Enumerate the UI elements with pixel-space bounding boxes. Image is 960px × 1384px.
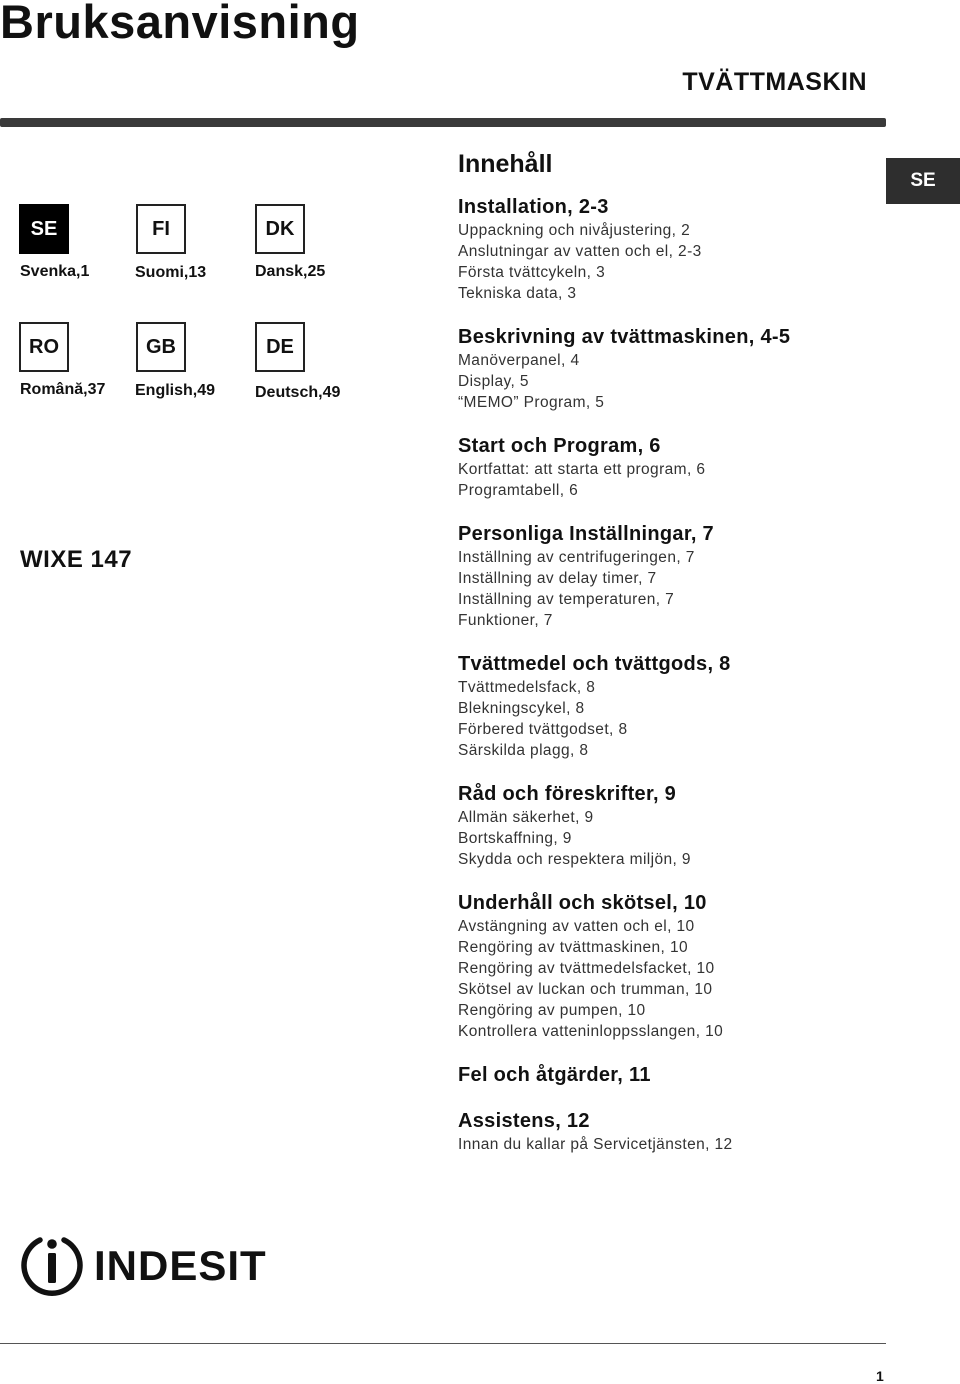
footer-divider (0, 1343, 886, 1344)
table-of-contents (458, 195, 888, 1176)
toc-entry[interactable]: Inställning av delay timer, 7 (458, 570, 657, 587)
toc-entry[interactable]: Skydda och respektera miljön, 9 (458, 851, 691, 868)
lang-code-ro[interactable]: RO (19, 322, 69, 372)
toc-entry[interactable]: Blekningscykel, 8 (458, 700, 585, 717)
toc-entry[interactable]: Inställning av temperaturen, 7 (458, 591, 675, 608)
toc-entry[interactable]: Skötsel av luckan och trumman, 10 (458, 981, 713, 998)
toc-section (458, 1063, 888, 1088)
toc-section-heading[interactable]: Personliga Inställningar, 7 (458, 523, 714, 545)
toc-section (458, 782, 888, 870)
toc-entry[interactable]: Avstängning av vatten och el, 10 (458, 918, 695, 935)
toc-section-heading[interactable]: Start och Program, 6 (458, 435, 661, 457)
language-tab-se: SE (886, 158, 960, 204)
lang-label-fi: Suomi,13 (135, 264, 207, 281)
toc-section (458, 195, 888, 304)
header-divider (0, 118, 886, 127)
toc-entry[interactable]: Kontrollera vatteninloppsslangen, 10 (458, 1023, 724, 1040)
toc-entry[interactable]: Display, 5 (458, 373, 529, 390)
toc-section-heading[interactable]: Råd och föreskrifter, 9 (458, 783, 677, 805)
toc-entry[interactable]: Uppackning och nivåjustering, 2 (458, 222, 691, 239)
toc-section (458, 522, 888, 631)
lang-label-de: Deutsch,49 (255, 384, 341, 401)
toc-entry[interactable]: Tvättmedelsfack, 8 (458, 679, 596, 696)
toc-entry[interactable]: Allmän säkerhet, 9 (458, 809, 594, 826)
lang-code-se[interactable]: SE (19, 204, 69, 254)
toc-section-heading[interactable]: Beskrivning av tvättmaskinen, 4-5 (458, 326, 791, 348)
toc-section-heading[interactable]: Installation, 2-3 (458, 196, 609, 218)
toc-entry[interactable]: Förbered tvättgodset, 8 (458, 721, 628, 738)
toc-section-heading[interactable]: Fel och åtgärder, 11 (458, 1064, 651, 1086)
toc-section (458, 434, 888, 501)
model-number: WIXE 147 (20, 546, 133, 573)
lang-code-de[interactable]: DE (255, 322, 305, 372)
lang-code-gb[interactable]: GB (136, 322, 186, 372)
toc-entry[interactable]: Inställning av centrifugeringen, 7 (458, 549, 695, 566)
toc-entry[interactable]: Rengöring av pumpen, 10 (458, 1002, 646, 1019)
brand-wordmark: INDESIT (94, 1242, 267, 1289)
toc-section (458, 652, 888, 761)
product-type: TVÄTTMASKIN (682, 68, 867, 96)
toc-entry[interactable]: Bortskaffning, 9 (458, 830, 572, 847)
toc-section-heading[interactable]: Assistens, 12 (458, 1110, 590, 1132)
lang-code-dk[interactable]: DK (255, 204, 305, 254)
toc-entry[interactable]: “MEMO” Program, 5 (458, 394, 605, 411)
toc-entry[interactable]: Särskilda plagg, 8 (458, 742, 589, 759)
toc-section-heading[interactable]: Tvättmedel och tvättgods, 8 (458, 653, 731, 675)
lang-label-gb: English,49 (135, 382, 216, 399)
lang-label-dk: Dansk,25 (255, 263, 326, 280)
toc-entry[interactable]: Rengöring av tvättmedelsfacket, 10 (458, 960, 715, 977)
toc-section (458, 1109, 888, 1155)
toc-section (458, 891, 888, 1042)
toc-entry[interactable]: Innan du kallar på Servicetjänsten, 12 (458, 1136, 733, 1153)
lang-label-ro: Română,37 (20, 381, 106, 398)
toc-entry[interactable]: Rengöring av tvättmaskinen, 10 (458, 939, 688, 956)
toc-entry[interactable]: Kortfattat: att starta ett program, 6 (458, 461, 706, 478)
page-title: Bruksanvisning (0, 0, 360, 48)
toc-section (458, 325, 888, 413)
toc-entry[interactable]: Första tvättcykeln, 3 (458, 264, 606, 281)
toc-entry[interactable]: Tekniska data, 3 (458, 285, 577, 302)
lang-label-se: Svenka,1 (20, 263, 90, 280)
toc-entry[interactable]: Programtabell, 6 (458, 482, 579, 499)
page-number: 1 (876, 1368, 884, 1384)
brand-logo (20, 1232, 270, 1298)
toc-section-heading[interactable]: Underhåll och skötsel, 10 (458, 892, 707, 914)
lang-code-fi[interactable]: FI (136, 204, 186, 254)
toc-entry[interactable]: Anslutningar av vatten och el, 2-3 (458, 243, 702, 260)
toc-title: Innehåll (458, 150, 553, 178)
toc-entry[interactable]: Manöverpanel, 4 (458, 352, 580, 369)
toc-entry[interactable]: Funktioner, 7 (458, 612, 553, 629)
